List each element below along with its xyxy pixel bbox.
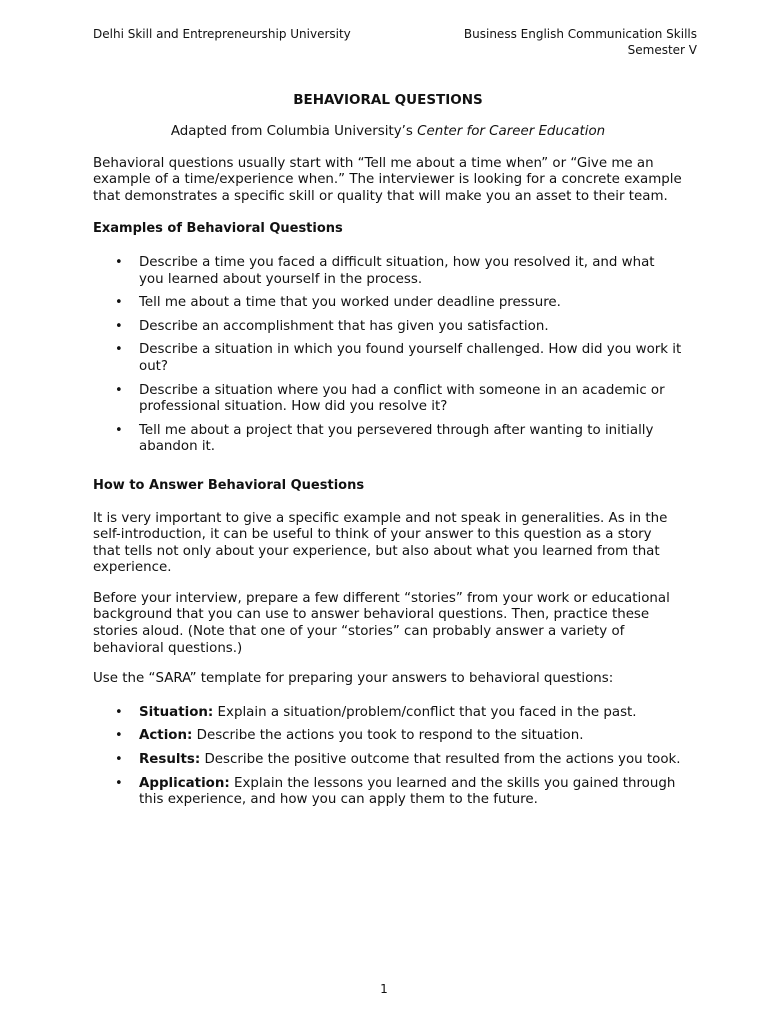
sara-text: Describe the positive outcome that resulted from the actions you took. xyxy=(200,752,681,768)
list-item xyxy=(93,255,683,288)
bullet-icon: • xyxy=(115,382,123,398)
bullet-icon: • xyxy=(115,422,123,438)
list-item xyxy=(93,295,683,312)
list-item-text: Describe a situation in which you found yourself challenged. How did you work it out? xyxy=(139,342,682,374)
subtitle-prefix: Adapted from Columbia University’s xyxy=(170,124,418,139)
how-to-paragraph-3: Use the “SARA” template for preparing your answers to behavioral questions: xyxy=(93,671,614,687)
examples-list xyxy=(93,255,683,456)
examples-heading: Examples of Behavioral Questions xyxy=(93,221,343,237)
sara-text: Describe the actions you took to respond to the situation. xyxy=(192,728,584,744)
subtitle xyxy=(93,124,683,141)
list-item-text: Describe an accomplishment that has given you satisfaction. xyxy=(139,318,549,334)
header-course-title: Business English Communication Skills xyxy=(463,27,697,41)
list-item-text: Describe a situation where you had a conflict with someone in an academic or professional situation. How did you resolve it? xyxy=(139,382,665,415)
document-body xyxy=(93,88,683,816)
subtitle-italic: Center for Career Education xyxy=(417,124,606,139)
list-item xyxy=(93,383,683,416)
bullet-icon: • xyxy=(115,254,123,270)
sara-label: Action: xyxy=(139,728,193,744)
list-item-text: Tell me about a project that you persevered through after wanting to initially abandon it. xyxy=(139,422,654,455)
sara-label: Application: xyxy=(139,775,230,791)
header-university: Delhi Skill and Entrepreneurship University xyxy=(93,27,351,41)
bullet-icon: • xyxy=(115,704,123,720)
sara-label: Situation: xyxy=(139,704,214,720)
bullet-icon: • xyxy=(115,775,123,791)
how-to-paragraph-2: Before your interview, prepare a few different “stories” from your work or educational background that you can use to answer behavioral questions. Then, practice these stories aloud. (Note that one of your “stories” can probably answer a variety of behavioral questions.) xyxy=(93,590,670,656)
sara-text: Explain the lessons you learned and the skills you gained through this experience, and how you can apply them to the future. xyxy=(139,775,676,808)
list-item xyxy=(93,705,683,722)
list-item xyxy=(93,423,683,456)
header-course xyxy=(464,26,697,58)
how-to-heading: How to Answer Behavioral Questions xyxy=(93,477,365,493)
list-item-text: Describe a time you faced a difficult situation, how you resolved it, and what you learned about yourself in the process. xyxy=(139,254,655,287)
sara-label: Results: xyxy=(139,752,201,768)
list-item-text: Tell me about a time that you worked under deadline pressure. xyxy=(139,295,561,311)
page-title: BEHAVIORAL QUESTIONS xyxy=(293,92,483,108)
bullet-icon: • xyxy=(115,752,123,768)
bullet-icon: • xyxy=(115,728,123,744)
list-item xyxy=(93,776,683,809)
list-item xyxy=(93,319,683,336)
sara-list xyxy=(93,705,683,809)
list-item xyxy=(93,342,683,375)
bullet-icon: • xyxy=(115,318,123,334)
how-to-paragraph-1: It is very important to give a specific example and not speak in generalities. As in the self-introduction, it can be useful to think of your answer to this question as a story that tells not only about your experience, but also about what you learned from that experience. xyxy=(93,510,668,576)
list-item xyxy=(93,752,683,769)
intro-paragraph: Behavioral questions usually start with “Tell me about a time when” or “Give me an example of a time/experience when.” The interviewer is looking for a concrete example that demonstrates a specific skill or quality that will make you an asset to their team. xyxy=(93,155,682,204)
page-number: 1 xyxy=(380,982,388,996)
header-semester: Semester V xyxy=(627,43,697,57)
list-item xyxy=(93,728,683,745)
bullet-icon: • xyxy=(115,295,123,311)
bullet-icon: • xyxy=(115,342,123,358)
sara-text: Explain a situation/problem/conflict that you faced in the past. xyxy=(213,704,637,720)
